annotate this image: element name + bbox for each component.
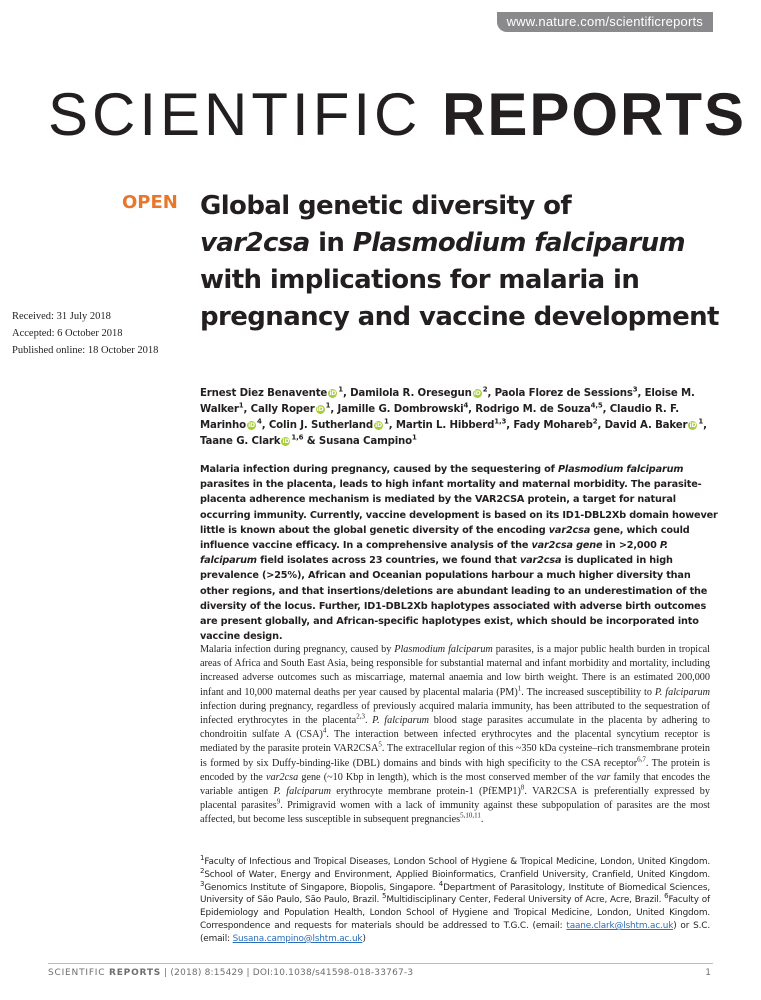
affil-text: School of Water, Energy and Environment, Applied Bioinformatics, Cranfield University, Cranfield, United Kingdom. (204, 869, 710, 880)
orcid-icon[interactable]: iD (689, 421, 697, 429)
author-name: Fady Mohareb (513, 420, 593, 431)
author-name: Rodrigo M. de Souza (475, 404, 591, 415)
author-separator: , (468, 404, 476, 415)
body-text: . VAR2CSA is preferentially expressed by placental parasites (200, 786, 710, 812)
author-separator: , (388, 420, 396, 431)
footer-citation[interactable]: | (2018) 8:15429 | DOI:10.1038/s41598-018-33767-3 (161, 968, 414, 978)
article-title (200, 188, 720, 336)
abstract-italic: Plasmodium falciparum (557, 464, 684, 475)
intro-paragraph (200, 643, 710, 828)
journal-masthead (48, 80, 747, 150)
citation-ref[interactable]: 9 (276, 797, 281, 806)
author-affil-sup: 1,3 (494, 417, 507, 426)
affil-text: Department of Parasitology, Institute of Biomedical Sciences, University of São Paulo, São Paulo, Brazil. (200, 882, 710, 906)
abstract-text: field isolates across 23 countries, we found that (256, 555, 520, 567)
orcid-icon[interactable]: iD (375, 421, 382, 429)
author-affil-sup: 1,6 (291, 433, 304, 442)
author-name: Martin L. Hibberd (395, 420, 495, 431)
author-name: Damilola R. Oresegun (350, 388, 472, 399)
abstract-italic: var2csa (548, 524, 591, 536)
journal-url-tab[interactable]: www.nature.com/scientificreports (497, 12, 713, 32)
affil-text: Faculty of Infectious and Tropical Diseases, London School of Hygiene & Tropical Medicine, London, United Kingdom. (204, 857, 710, 867)
author-affil-sup: 4,5 (590, 401, 603, 410)
received-date: Received: 31 July 2018 (12, 311, 111, 322)
body-italic: var (596, 771, 611, 783)
title-line1: Global genetic diversity of (200, 191, 572, 221)
abstract-text: in >2,000 (602, 540, 660, 552)
body-text: parasites, is a major public health burden in tropical areas of Africa and South East Asia, being responsible for substantial maternal and infant morbidity and mortality, including increased adverse outcomes such as miscarriage, maternal anaemia and low birth weight. There is an estimated 200,000 infant and 10,000 maternal deaths per year caused by placental malaria (PM) (200, 644, 711, 698)
author-affil-sup: 4 (256, 417, 262, 426)
orcid-icon[interactable]: iD (316, 405, 324, 413)
author-affil-sup: 1 (412, 433, 417, 442)
author-separator: , (243, 404, 251, 415)
title-italic-gene: var2csa (200, 228, 310, 258)
affil-text: Genomics Institute of Singapore, Biopolis, Singapore. (204, 882, 439, 893)
author-affil-sup: 1 (238, 401, 244, 410)
title-mid: in (309, 228, 353, 258)
orcid-icon[interactable]: iD (473, 389, 481, 397)
body-text: erythrocyte membrane protein-1 (PfEMP1) (330, 786, 521, 798)
abstract-text: gene, which could influence vaccine efficacy. In a comprehensive analysis of the (200, 524, 690, 552)
author-name: Paola Florez de Sessions (494, 388, 633, 399)
author-name: Colin J. Sutherland (268, 420, 374, 431)
accepted-date: Accepted: 6 October 2018 (12, 328, 123, 339)
body-text: . The increased susceptibility to (521, 686, 655, 698)
body-text: blood stage parasites accumulate in the placenta by adhering to chondroitin sulfate A (CSA) (200, 715, 711, 741)
body-italic: P. falciparum (654, 686, 710, 698)
body-text: family that encodes the variable antigen (200, 771, 710, 798)
masthead-thin: SCIENTIFIC (48, 81, 443, 148)
body-text: gene (~10 Kbp in length), which is the most conserved member of the (298, 771, 597, 783)
author-separator: , (703, 420, 707, 431)
footer-brand-b: REPORTS (109, 968, 162, 978)
author-separator: , (602, 404, 610, 415)
body-text: . (364, 715, 373, 727)
affiliations (200, 856, 710, 946)
published-date: Published online: 18 October 2018 (12, 345, 159, 356)
body-text: . The protein is encoded by the (200, 757, 710, 783)
citation-ref[interactable]: 8 (520, 783, 525, 792)
affil-text: Faculty of Epidemiology and Population Health, London School of Hygiene and Tropical Medicine, London, United Kingdom. Correspondence and requests for materials should be addressed to T.G.C. (email: (200, 895, 710, 931)
author-affil-sup: 1 (698, 417, 704, 426)
author-separator: , (342, 388, 351, 399)
title-italic-species: Plasmodium falciparum (352, 228, 685, 258)
citation-ref[interactable]: 1 (517, 684, 522, 693)
affil-text: ) or S.C. (email: (200, 920, 711, 944)
affil-num: 2 (200, 866, 205, 875)
body-text: infection during pregnancy, regardless of previously acquired malaria immunity, has been attributed to the sequestration of infected erythrocytes in the placenta (200, 700, 710, 727)
citation-ref[interactable]: 5,10,11 (460, 812, 481, 821)
body-italic: var2csa (265, 771, 299, 783)
author-affil-sup: 1 (338, 385, 343, 394)
footer-divider (48, 963, 713, 964)
page-number: 1 (705, 968, 711, 978)
author-separator: , (597, 420, 605, 431)
affil-num: 3 (200, 879, 205, 888)
author-name: Taane G. Clark (200, 436, 281, 447)
abstract-italic: var2csa gene (531, 540, 603, 552)
body-text: . Primigravid women with a lack of immunity against these subpopulation of parasites are the most affected, but become less susceptible in subsequent pregnancies (200, 800, 710, 826)
author-name: Jamille G. Dombrowski (337, 404, 464, 415)
affil-text: Multidisciplinary Center, Federal University of Acre, Acre, Brazil. (386, 895, 665, 906)
body-italic: P. falciparum (273, 786, 331, 798)
affil-num: 5 (382, 892, 387, 901)
citation-ref[interactable]: 4 (322, 726, 327, 735)
author-name: Eloise M. Walker (200, 388, 695, 415)
email-link-campino[interactable]: Susana.campino@lshtm.ac.uk (232, 933, 363, 944)
affil-num: 6 (664, 892, 669, 901)
page-footer (48, 968, 413, 978)
orcid-icon[interactable]: iD (329, 389, 337, 397)
article-dates (12, 308, 158, 359)
author-name: Cally Roper (250, 404, 315, 415)
abstract-text: parasites in the placenta, leads to high infant mortality and maternal morbidity. The parasite-placenta adherence mechanism is mediated by the VAR2CSA protein, a target for natural occurring immunity. Currently, vaccine development is based on its ID1-DBL2Xb domain however little is known about the global genetic diversity of the encoding (200, 479, 718, 536)
body-text: Malaria infection during pregnancy, caused by (200, 644, 395, 655)
author-name: Ernest Diez Benavente (200, 388, 328, 399)
author-name: Susana Campino (318, 436, 413, 447)
author-separator: , (506, 420, 514, 431)
author-separator: & (303, 436, 319, 447)
author-list (200, 386, 720, 450)
masthead-bold: REPORTS (442, 81, 747, 148)
abstract-italic: var2csa (520, 555, 562, 567)
email-link-clark[interactable]: taane.clark@lshtm.ac.uk (566, 920, 674, 931)
citation-ref[interactable]: 5 (378, 741, 382, 750)
abstract-text: Malaria infection during pregnancy, caused by the sequestering of (200, 464, 558, 475)
footer-brand-a: SCIENTIFIC (48, 968, 109, 978)
affil-num: 1 (200, 854, 205, 863)
open-access-label: OPEN (122, 192, 178, 213)
author-affil-sup: 4 (463, 401, 469, 410)
footer-brand (48, 968, 161, 978)
title-rest: with implications for malaria in pregnancy and vaccine development (200, 265, 719, 332)
author-name: Claudio R. F. Marinho (200, 404, 679, 431)
citation-ref[interactable]: 6,7 (637, 755, 646, 764)
orcid-icon[interactable]: iD (248, 421, 255, 429)
body-italic: Plasmodium falciparum (394, 644, 493, 655)
author-separator: , (330, 404, 338, 415)
author-separator: , (487, 388, 495, 399)
author-affil-sup: 2 (482, 385, 488, 394)
author-separator: , (261, 420, 269, 431)
abstract-text: is duplicated in high prevalence (>25%), African and Oceanian populations harbour a much higher diversity than other regions, and that insertions/deletions are abundant leading to an underestimation of the diversity of the locus. Further, ID1-DBL2Xb haplotypes associated with adverse birth outcomes are present globally, and African-specific haplotypes exist, which should be incorporated into vaccine design. (200, 555, 708, 643)
abstract (200, 462, 720, 644)
author-affil-sup: 2 (592, 417, 598, 426)
body-italic: P. falciparum (372, 715, 430, 727)
abstract-italic: P. falciparum (200, 540, 668, 567)
affil-text: ) (362, 933, 366, 944)
author-affil-sup: 3 (632, 385, 638, 394)
orcid-icon[interactable]: iD (282, 437, 290, 445)
body-text: . The extracellular region of this ~350 kDa cysteine–rich transmembrane protein is formed by six Duffy-binding-like (DBL) domains and binds with high specificity to the CSA receptor (200, 743, 710, 769)
affil-num: 4 (438, 879, 444, 888)
author-name: David A. Baker (604, 420, 688, 431)
author-separator: , (637, 388, 645, 399)
body-text: . (480, 814, 484, 826)
citation-ref[interactable]: 2,3 (356, 712, 365, 721)
body-text: . The interaction between infected erythrocytes and the placental syncytium receptor is mediated by the parasite protein VAR2CSA (200, 729, 711, 755)
author-affil-sup: 1 (384, 417, 389, 426)
author-affil-sup: 1 (325, 401, 331, 410)
